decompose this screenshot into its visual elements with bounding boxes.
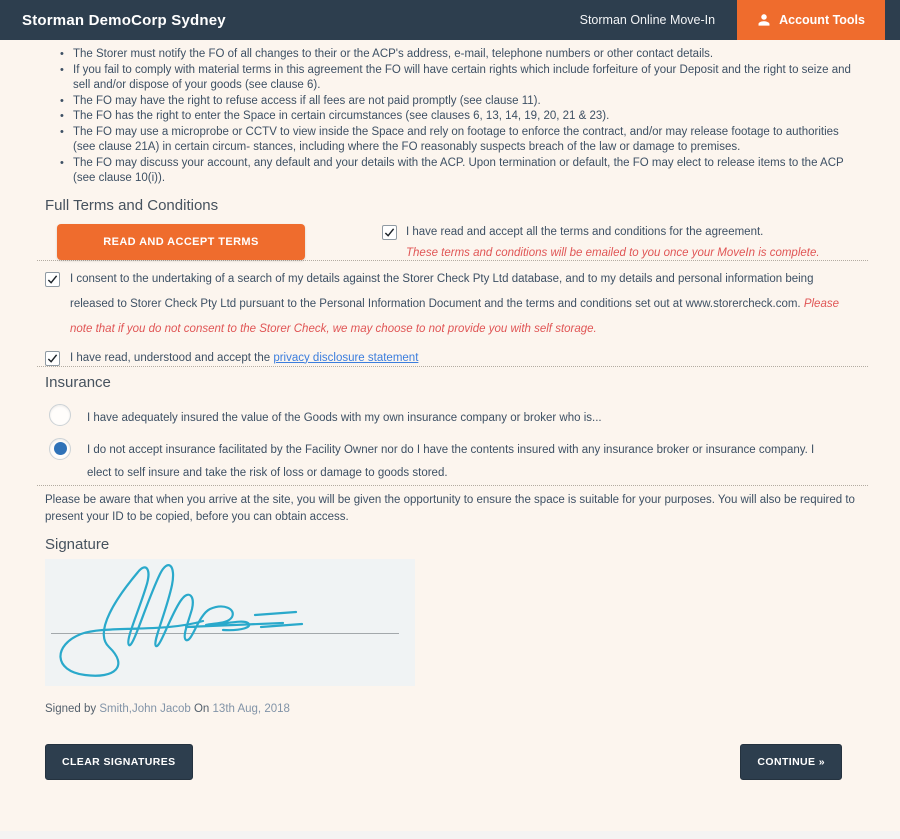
header-bar xyxy=(0,0,900,40)
insurance-own-label: I have adequately insured the value of the Goods with my own insurance company or broker who is... xyxy=(87,411,602,424)
terms-accept-row xyxy=(382,224,820,240)
insurance-own-radio[interactable] xyxy=(49,404,71,426)
insurance-self-label: I do not accept insurance facilitated by the Facility Owner nor do I have the contents insured with any insurance broker or insurance company. I elect to self insure and take the risk of loss or damage to goods stored. xyxy=(87,443,815,479)
insurance-option-self xyxy=(49,438,860,485)
terms-email-note: These terms and conditions will be emailed to you once your MoveIn is complete. xyxy=(406,246,820,259)
checkmark-icon xyxy=(47,353,58,364)
read-accept-terms-button[interactable]: READ AND ACCEPT TERMS xyxy=(57,224,305,260)
facility-title: Storman DemoCorp Sydney xyxy=(22,11,226,29)
separator xyxy=(37,485,868,486)
privacy-checkbox[interactable] xyxy=(45,351,60,366)
full-terms-heading: Full Terms and Conditions xyxy=(45,196,219,214)
signature-pad[interactable] xyxy=(45,559,415,686)
privacy-label: I have read, understood and accept the privacy disclosure statement xyxy=(70,351,419,364)
key-term-item: • The FO may discuss your account, any default and your details with the ACP. Upon termination or default, the FO may elect to release items to the ACP (see clause 10(i)). xyxy=(60,156,860,187)
storer-check-consent-row xyxy=(45,271,860,342)
terms-accept-label: I have read and accept all the terms and conditions for the agreement. xyxy=(406,225,764,238)
account-tools-label: Account Tools xyxy=(779,13,865,27)
checkmark-icon xyxy=(384,227,395,238)
terms-accept-block xyxy=(382,224,820,259)
key-term-item: • The Storer must notify the FO of all changes to their or the ACP's address, e-mail, telephone numbers or other contact details. xyxy=(60,47,860,63)
insurance-option-own xyxy=(49,404,860,430)
form-content xyxy=(0,40,900,780)
signer-name: Smith,John Jacob xyxy=(99,702,191,715)
footer-actions xyxy=(45,744,860,780)
separator xyxy=(37,366,868,367)
key-term-item: • The FO has the right to enter the Space in certain circumstances (see clauses 6, 13, 14, 19, 20, 21 & 23). xyxy=(60,109,860,125)
insurance-self-radio[interactable] xyxy=(49,438,71,460)
separator xyxy=(37,260,868,261)
signature-heading: Signature xyxy=(45,535,110,553)
key-terms-list xyxy=(45,47,860,187)
full-terms-row xyxy=(45,224,860,260)
signed-on-connector: On xyxy=(193,702,210,715)
signed-date: 13th Aug, 2018 xyxy=(212,702,290,715)
privacy-consent-row xyxy=(45,350,860,366)
signature-drawing xyxy=(45,559,415,686)
checkmark-icon xyxy=(47,274,58,285)
storer-check-label: I consent to the undertaking of a search of my details against the Storer Check Pty Ltd database, and to my details and personal information being released to Storer Check Pty Ltd pursuant to the Personal Information Document and the terms and conditions set out at www.storercheck.com. Please note that if you do not consent to the Storer Check, we may choose to not provide you with self storage. xyxy=(70,272,839,335)
privacy-disclosure-link[interactable]: privacy disclosure statement xyxy=(273,351,419,364)
account-tools-button[interactable] xyxy=(737,0,885,40)
bottom-strip xyxy=(0,831,900,839)
key-term-item: • The FO may have the right to refuse access if all fees are not paid promptly (see clause 11). xyxy=(60,94,860,110)
nav-online-movein[interactable]: Storman Online Move-In xyxy=(579,13,716,27)
person-icon xyxy=(757,13,771,27)
storer-check-checkbox[interactable] xyxy=(45,272,60,287)
arrival-notice: Please be aware that when you arrive at the site, you will be given the opportunity to ensure the space is suitable for your purposes. You will also be required to present your ID to be copied, before you can obtain access. xyxy=(45,493,855,523)
insurance-heading: Insurance xyxy=(45,373,111,391)
storer-check-warning: Please note that if you do not consent to the Storer Check, we may choose to not provide you with self storage. xyxy=(70,297,839,335)
terms-accept-checkbox[interactable] xyxy=(382,225,397,240)
continue-button[interactable]: CONTINUE » xyxy=(740,744,842,780)
signed-by-line xyxy=(45,703,860,715)
key-term-item: • The FO may use a microprobe or CCTV to view inside the Space and rely on footage to enforce the contract, and/or may release footage to authorities (see clause 21A) in certain circum- stances, including where the FO reasonably suspects breach of the law or damage to premises. xyxy=(60,125,860,156)
clear-signatures-button[interactable]: CLEAR SIGNATURES xyxy=(45,744,193,780)
key-term-item: • If you fail to comply with material terms in this agreement the FO will have certain rights which include forfeiture of your Deposit and the right to seize and sell and/or dispose of your goods (see clause 6). xyxy=(60,63,860,94)
signed-by-prefix: Signed by xyxy=(45,702,97,715)
